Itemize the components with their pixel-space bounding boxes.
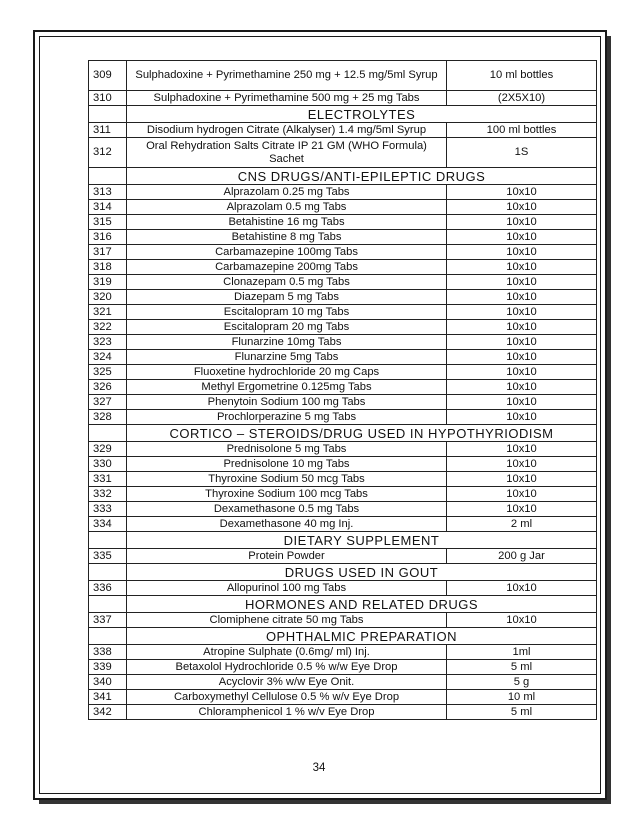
drug-name-cell: Alprazolam 0.5 mg Tabs	[127, 200, 447, 215]
drug-name-cell: Betahistine 8 mg Tabs	[127, 230, 447, 245]
pack-size-cell: 10x10	[447, 320, 597, 335]
pack-size-cell: 10x10	[447, 395, 597, 410]
pack-size-cell: 10x10	[447, 305, 597, 320]
pack-size-cell: 10x10	[447, 350, 597, 365]
drug-number-cell: 328	[89, 410, 127, 425]
drug-row	[89, 365, 597, 380]
drug-number-cell: 324	[89, 350, 127, 365]
drug-row	[89, 305, 597, 320]
drug-number-cell: 339	[89, 660, 127, 675]
drug-row	[89, 487, 597, 502]
drug-number-cell: 341	[89, 690, 127, 705]
drug-number-cell: 334	[89, 517, 127, 532]
pack-size-cell: 10x10	[447, 502, 597, 517]
drug-name-cell: Allopurinol 100 mg Tabs	[127, 581, 447, 596]
drug-row	[89, 380, 597, 395]
pack-size-cell: 10x10	[447, 380, 597, 395]
drug-name-cell: Atropine Sulphate (0.6mg/ ml) Inj.	[127, 645, 447, 660]
section-title: OPHTHALMIC PREPARATION	[127, 628, 597, 645]
drug-row	[89, 230, 597, 245]
section-number-cell	[89, 596, 127, 613]
drug-number-cell: 321	[89, 305, 127, 320]
drug-row	[89, 472, 597, 487]
drug-name-cell: Flunarzine 10mg Tabs	[127, 335, 447, 350]
drug-number-cell: 342	[89, 705, 127, 720]
drug-name-cell: Disodium hydrogen Citrate (Alkalyser) 1.4 mg/5ml Syrup	[127, 123, 447, 138]
section-title: HORMONES AND RELATED DRUGS	[127, 596, 597, 613]
drug-name-cell: Thyroxine Sodium 100 mcg Tabs	[127, 487, 447, 502]
pack-size-cell: 5 ml	[447, 660, 597, 675]
drug-number-cell: 322	[89, 320, 127, 335]
pack-size-cell: 10x10	[447, 410, 597, 425]
drug-row	[89, 185, 597, 200]
pack-size-cell: 10x10	[447, 215, 597, 230]
page-number: 34	[312, 762, 326, 774]
drug-row	[89, 91, 597, 106]
drug-name-cell: Alprazolam 0.25 mg Tabs	[127, 185, 447, 200]
drug-row	[89, 61, 597, 91]
drug-row	[89, 517, 597, 532]
drug-list-body	[89, 61, 597, 720]
drug-row	[89, 502, 597, 517]
drug-row	[89, 690, 597, 705]
drug-number-cell: 333	[89, 502, 127, 517]
drug-row	[89, 245, 597, 260]
drug-name-cell: Escitalopram 20 mg Tabs	[127, 320, 447, 335]
drug-row	[89, 442, 597, 457]
pack-size-cell: 10x10	[447, 185, 597, 200]
pack-size-cell: 10x10	[447, 260, 597, 275]
drug-name-cell: Dexamethasone 0.5 mg Tabs	[127, 502, 447, 517]
drug-name-cell: Acyclovir 3% w/w Eye Onit.	[127, 675, 447, 690]
pack-size-cell: 10x10	[447, 290, 597, 305]
drug-number-cell: 340	[89, 675, 127, 690]
drug-name-cell: Prochlorperazine 5 mg Tabs	[127, 410, 447, 425]
drug-number-cell: 318	[89, 260, 127, 275]
pack-size-cell: 100 ml bottles	[447, 123, 597, 138]
drug-row	[89, 138, 597, 168]
drug-name-cell: Clomiphene citrate 50 mg Tabs	[127, 613, 447, 628]
pack-size-cell: 10x10	[447, 335, 597, 350]
drug-name-cell: Prednisolone 5 mg Tabs	[127, 442, 447, 457]
drug-name-cell: Phenytoin Sodium 100 mg Tabs	[127, 395, 447, 410]
drug-name-cell: Betahistine 16 mg Tabs	[127, 215, 447, 230]
drug-number-cell: 316	[89, 230, 127, 245]
drug-number-cell: 325	[89, 365, 127, 380]
drug-name-cell: Methyl Ergometrine 0.125mg Tabs	[127, 380, 447, 395]
drug-number-cell: 327	[89, 395, 127, 410]
section-title: DIETARY SUPPLEMENT	[127, 532, 597, 549]
page-border-shadow-bottom	[39, 800, 611, 804]
section-header-row	[89, 106, 597, 123]
drug-number-cell: 332	[89, 487, 127, 502]
section-header-row	[89, 628, 597, 645]
drug-number-cell: 331	[89, 472, 127, 487]
drug-number-cell: 320	[89, 290, 127, 305]
drug-name-cell: Fluoxetine hydrochloride 20 mg Caps	[127, 365, 447, 380]
pack-size-cell: 10x10	[447, 472, 597, 487]
section-number-cell	[89, 106, 127, 123]
pack-size-cell: (2X5X10)	[447, 91, 597, 106]
drug-number-cell: 326	[89, 380, 127, 395]
drug-number-cell: 310	[89, 91, 127, 106]
drug-name-cell: Sulphadoxine + Pyrimethamine 500 mg + 25 mg Tabs	[127, 91, 447, 106]
drug-number-cell: 323	[89, 335, 127, 350]
drug-row	[89, 549, 597, 564]
section-number-cell	[89, 168, 127, 185]
drug-number-cell: 319	[89, 275, 127, 290]
drug-number-cell: 338	[89, 645, 127, 660]
drug-number-cell: 337	[89, 613, 127, 628]
drug-row	[89, 335, 597, 350]
drug-name-cell: Sulphadoxine + Pyrimethamine 250 mg + 12.5 mg/5ml Syrup	[127, 61, 447, 91]
drug-number-cell: 335	[89, 549, 127, 564]
pack-size-cell: 5 g	[447, 675, 597, 690]
drug-number-cell: 309	[89, 61, 127, 91]
drug-list-table	[88, 60, 597, 720]
section-title: DRUGS USED IN GOUT	[127, 564, 597, 581]
section-number-cell	[89, 564, 127, 581]
drug-row	[89, 290, 597, 305]
page-border-shadow-right	[607, 36, 611, 804]
pack-size-cell: 10x10	[447, 581, 597, 596]
pack-size-cell: 2 ml	[447, 517, 597, 532]
pack-size-cell: 1S	[447, 138, 597, 168]
pack-size-cell: 10x10	[447, 275, 597, 290]
pack-size-cell: 10x10	[447, 365, 597, 380]
drug-number-cell: 317	[89, 245, 127, 260]
drug-row	[89, 645, 597, 660]
section-title: CORTICO – STEROIDS/DRUG USED IN HYPOTHYRIODISM	[127, 425, 597, 442]
drug-row	[89, 613, 597, 628]
drug-name-cell: Prednisolone 10 mg Tabs	[127, 457, 447, 472]
drug-name-cell: Diazepam 5 mg Tabs	[127, 290, 447, 305]
drug-row	[89, 395, 597, 410]
drug-name-cell: Clonazepam 0.5 mg Tabs	[127, 275, 447, 290]
drug-number-cell: 313	[89, 185, 127, 200]
drug-row	[89, 410, 597, 425]
drug-row	[89, 660, 597, 675]
section-header-row	[89, 532, 597, 549]
pack-size-cell: 10x10	[447, 487, 597, 502]
drug-number-cell: 315	[89, 215, 127, 230]
drug-row	[89, 320, 597, 335]
drug-name-cell: Betaxolol Hydrochloride 0.5 % w/w Eye Drop	[127, 660, 447, 675]
drug-row	[89, 200, 597, 215]
drug-row	[89, 457, 597, 472]
section-header-row	[89, 168, 597, 185]
drug-name-cell: Carbamazepine 200mg Tabs	[127, 260, 447, 275]
drug-name-cell: Carboxymethyl Cellulose 0.5 % w/v Eye Drop	[127, 690, 447, 705]
drug-row	[89, 275, 597, 290]
pack-size-cell: 10x10	[447, 442, 597, 457]
drug-name-cell: Dexamethasone 40 mg Inj.	[127, 517, 447, 532]
drug-row	[89, 581, 597, 596]
drug-name-cell: Protein Powder	[127, 549, 447, 564]
drug-row	[89, 350, 597, 365]
section-header-row	[89, 564, 597, 581]
pack-size-cell: 10 ml bottles	[447, 61, 597, 91]
drug-name-cell: Escitalopram 10 mg Tabs	[127, 305, 447, 320]
section-header-row	[89, 425, 597, 442]
pack-size-cell: 10x10	[447, 230, 597, 245]
drug-name-cell: Oral Rehydration Salts Citrate IP 21 GM (WHO Formula) Sachet	[127, 138, 447, 168]
pack-size-cell: 10 ml	[447, 690, 597, 705]
pack-size-cell: 10x10	[447, 200, 597, 215]
drug-name-cell: Flunarzine 5mg Tabs	[127, 350, 447, 365]
drug-row	[89, 675, 597, 690]
drug-number-cell: 314	[89, 200, 127, 215]
drug-number-cell: 312	[89, 138, 127, 168]
section-number-cell	[89, 628, 127, 645]
drug-row	[89, 215, 597, 230]
drug-name-cell: Chloramphenicol 1 % w/v Eye Drop	[127, 705, 447, 720]
section-number-cell	[89, 532, 127, 549]
pack-size-cell: 10x10	[447, 457, 597, 472]
section-header-row	[89, 596, 597, 613]
section-title: CNS DRUGS/ANTI-EPILEPTIC DRUGS	[127, 168, 597, 185]
pack-size-cell: 10x10	[447, 245, 597, 260]
drug-row	[89, 260, 597, 275]
drug-name-cell: Carbamazepine 100mg Tabs	[127, 245, 447, 260]
drug-number-cell: 329	[89, 442, 127, 457]
drug-number-cell: 311	[89, 123, 127, 138]
drug-row	[89, 123, 597, 138]
pack-size-cell: 1ml	[447, 645, 597, 660]
section-number-cell	[89, 425, 127, 442]
section-title: ELECTROLYTES	[127, 106, 597, 123]
drug-number-cell: 330	[89, 457, 127, 472]
drug-number-cell: 336	[89, 581, 127, 596]
pack-size-cell: 10x10	[447, 613, 597, 628]
pack-size-cell: 200 g Jar	[447, 549, 597, 564]
pack-size-cell: 5 ml	[447, 705, 597, 720]
drug-row	[89, 705, 597, 720]
drug-name-cell: Thyroxine Sodium 50 mcg Tabs	[127, 472, 447, 487]
